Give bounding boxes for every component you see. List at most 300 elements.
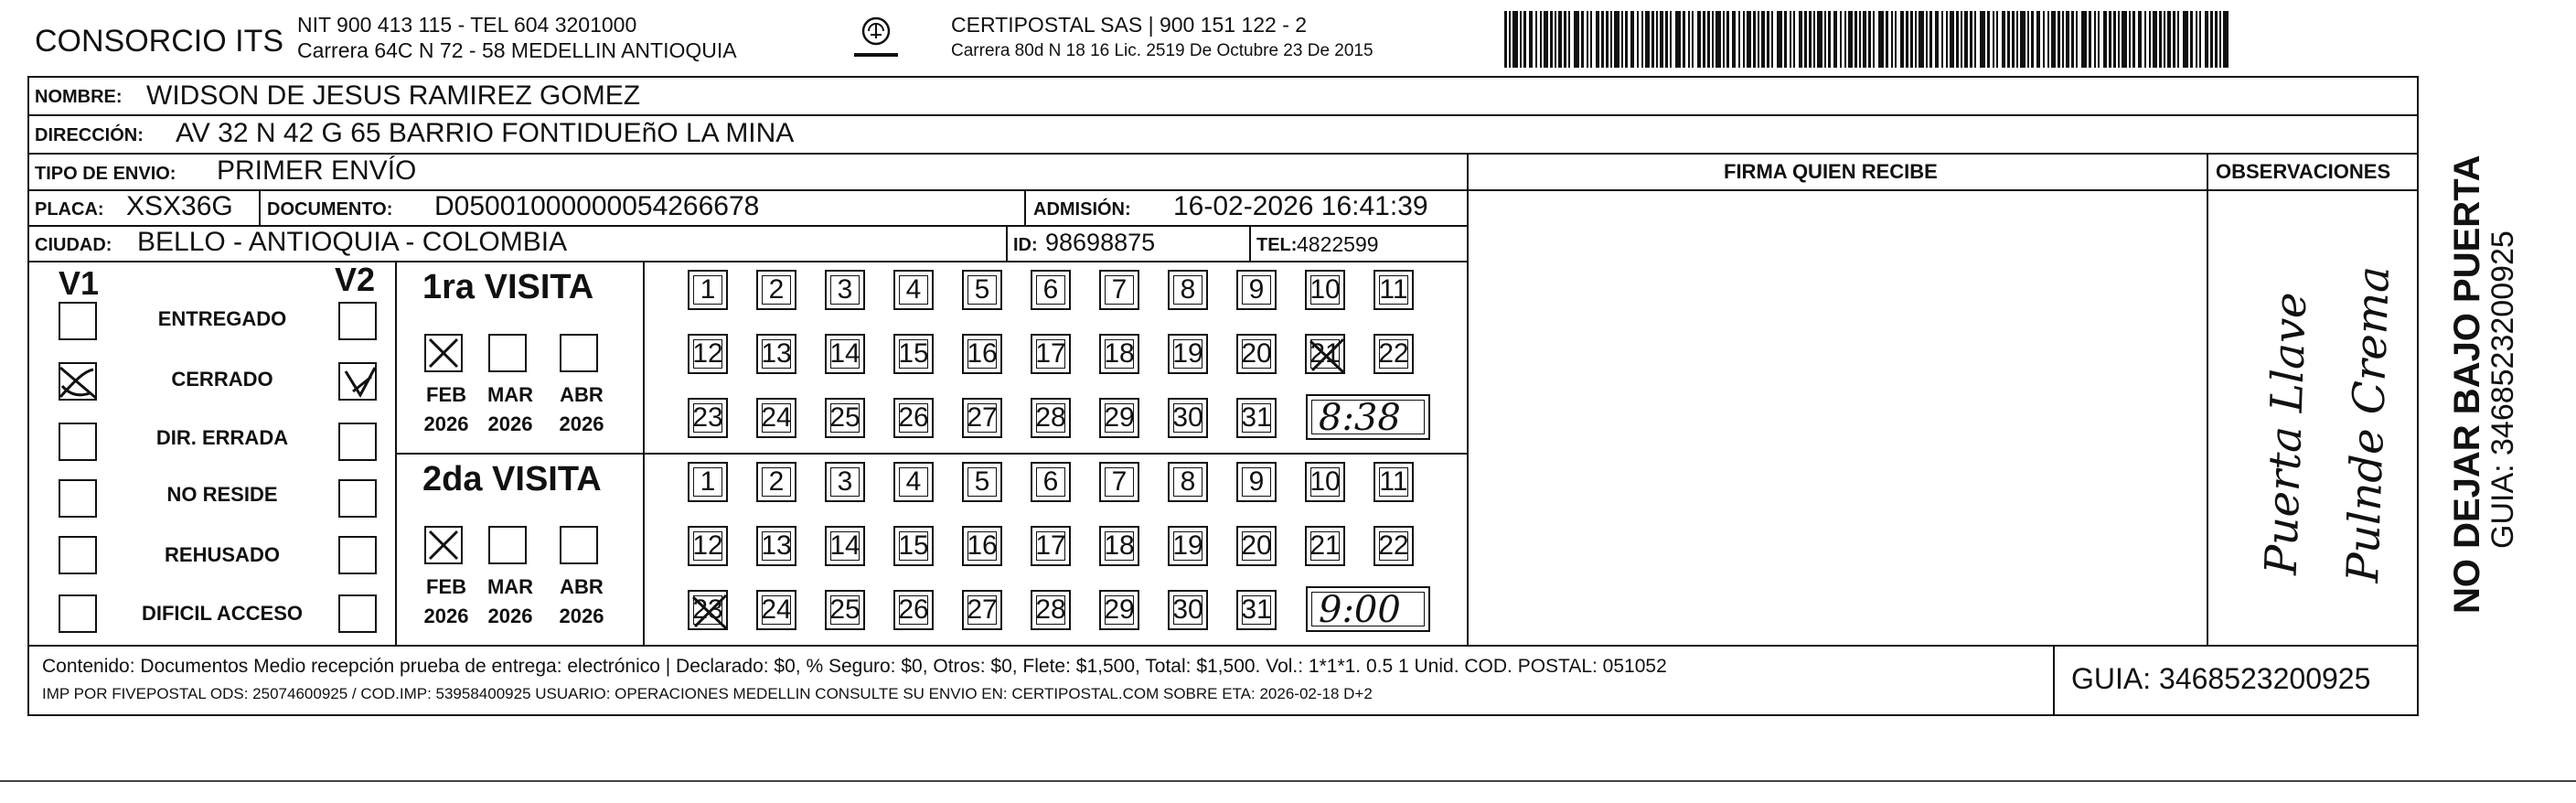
barcode-bar bbox=[2149, 11, 2151, 68]
visit-day-box[interactable] bbox=[825, 526, 865, 566]
status-v1-checkbox[interactable] bbox=[59, 362, 97, 401]
nit-line: NIT 900 413 115 - TEL 604 3201000 bbox=[297, 13, 637, 37]
visit-day-box[interactable] bbox=[1168, 526, 1208, 566]
visit-day-box[interactable] bbox=[962, 462, 1002, 502]
barcode-bar bbox=[1675, 11, 1681, 68]
barcode-bar bbox=[1886, 11, 1888, 68]
status-label: DIR. ERRADA bbox=[155, 426, 289, 449]
tipo-value: PRIMER ENVÍO bbox=[217, 155, 417, 186]
barcode-bar bbox=[2081, 11, 2087, 68]
visit-day-box[interactable] bbox=[825, 270, 865, 310]
barcode-bar bbox=[1777, 11, 1782, 68]
visit-day-box[interactable] bbox=[756, 270, 796, 310]
barcode-bar bbox=[2173, 11, 2175, 68]
status-v1-checkbox[interactable] bbox=[59, 479, 97, 518]
status-label: REHUSADO bbox=[165, 543, 280, 566]
visit-day-box[interactable] bbox=[1168, 462, 1208, 502]
visit-month-checkbox[interactable] bbox=[424, 334, 463, 372]
visit-day-box[interactable] bbox=[1305, 462, 1345, 502]
barcode-bar bbox=[1660, 11, 1663, 68]
barcode-bar bbox=[1926, 11, 1928, 68]
visit-year-label: 2026 bbox=[559, 412, 604, 435]
day-mark bbox=[689, 592, 730, 632]
visit-day-label: 5 bbox=[974, 274, 990, 305]
barcode-bar bbox=[2138, 11, 2142, 68]
visit-day-box[interactable] bbox=[1374, 526, 1414, 566]
visit-day-label: 29 bbox=[1104, 402, 1135, 433]
barcode-bar bbox=[1716, 11, 1721, 68]
barcode-bar bbox=[1587, 11, 1588, 68]
barcode-bar bbox=[1946, 11, 1948, 68]
visit-day-label: 9 bbox=[1248, 274, 1265, 305]
visit-month-checkbox[interactable] bbox=[560, 334, 598, 372]
barcode-bar bbox=[1697, 11, 1701, 68]
status-v2-checkbox[interactable] bbox=[338, 479, 377, 518]
visit-day-box[interactable] bbox=[1099, 462, 1139, 502]
tel-label: TEL: bbox=[1256, 235, 1298, 255]
visit-day-label: 30 bbox=[1172, 402, 1203, 433]
visit-day-label: 1 bbox=[700, 274, 716, 305]
visit-day-label: 26 bbox=[898, 402, 929, 433]
tel-value: 4822599 bbox=[1297, 232, 1379, 256]
barcode-bar bbox=[1606, 11, 1609, 68]
visit-day-box[interactable] bbox=[825, 334, 865, 374]
visit-day-box[interactable] bbox=[1031, 398, 1071, 438]
status-v2-checkbox[interactable] bbox=[338, 362, 377, 401]
visit-day-box[interactable] bbox=[1236, 398, 1277, 438]
barcode-bar bbox=[1703, 11, 1705, 68]
visit-month-label: FEB bbox=[426, 383, 466, 406]
barcode-bar bbox=[1645, 11, 1650, 68]
barcode-bar bbox=[1868, 11, 1871, 68]
barcode-bar bbox=[2205, 11, 2208, 68]
visit-day-box[interactable] bbox=[688, 590, 728, 630]
visit-day-label: 20 bbox=[1241, 338, 1272, 369]
day-mark bbox=[1307, 336, 1347, 376]
barcode-bar bbox=[2058, 11, 2060, 68]
barcode-bar bbox=[1833, 11, 1837, 68]
visit-month-checkbox[interactable] bbox=[424, 526, 463, 564]
barcode-bar bbox=[1878, 11, 1884, 68]
visit-year-label: 2026 bbox=[487, 412, 533, 435]
visit-day-box[interactable] bbox=[1236, 590, 1277, 630]
visit-day-label: 23 bbox=[692, 594, 723, 625]
barcode-bar bbox=[1621, 11, 1623, 68]
status-v1-checkbox[interactable] bbox=[59, 423, 97, 461]
visit-day-label: 29 bbox=[1104, 594, 1135, 625]
side-guia: GUIA: 3468523200925 bbox=[2485, 230, 2520, 549]
barcode-bar bbox=[2159, 11, 2162, 68]
visit-day-box[interactable] bbox=[1305, 334, 1345, 374]
visit-day-box[interactable] bbox=[1168, 398, 1208, 438]
visit-day-box[interactable] bbox=[688, 334, 728, 374]
barcode-bar bbox=[2215, 11, 2218, 68]
status-v2-checkbox[interactable] bbox=[338, 302, 377, 340]
barcode-bar bbox=[1840, 11, 1842, 68]
visit-day-label: 19 bbox=[1172, 530, 1203, 561]
status-v2-checkbox[interactable] bbox=[338, 594, 377, 633]
visit-day-label: 22 bbox=[1378, 530, 1409, 561]
barcode-bar bbox=[2223, 11, 2229, 68]
barcode-bar bbox=[1784, 11, 1787, 68]
barcode-bar bbox=[1996, 11, 1998, 68]
carrier-name: CERTIPOSTAL SAS | 900 151 122 - 2 bbox=[951, 13, 1308, 37]
barcode-bar bbox=[1848, 11, 1853, 68]
barcode-bar bbox=[1630, 11, 1634, 68]
nombre-value: WIDSON DE JESUS RAMIREZ GOMEZ bbox=[146, 80, 641, 111]
barcode-bar bbox=[1993, 11, 1994, 68]
visit-day-label: 21 bbox=[1309, 338, 1341, 369]
visit-day-label: 17 bbox=[1035, 530, 1066, 561]
visit-day-label: 28 bbox=[1035, 402, 1066, 433]
barcode-bar bbox=[1590, 11, 1592, 68]
barcode-bar bbox=[1956, 11, 1959, 68]
barcode-bar bbox=[2122, 11, 2127, 68]
visit-day-label: 22 bbox=[1378, 338, 1409, 369]
barcode-bar bbox=[1540, 11, 1542, 68]
barcode-bar bbox=[1935, 11, 1939, 68]
visit-day-label: 21 bbox=[1309, 530, 1341, 561]
footer-guia: GUIA: 3468523200925 bbox=[2071, 662, 2371, 695]
visit-day-label: 2 bbox=[768, 274, 785, 305]
visit-day-box[interactable] bbox=[1099, 590, 1139, 630]
barcode-bar bbox=[2007, 11, 2010, 68]
barcode-bar bbox=[2062, 11, 2064, 68]
visit-day-label: 31 bbox=[1241, 402, 1272, 433]
barcode-bar bbox=[1726, 11, 1729, 68]
visit-day-box[interactable] bbox=[962, 398, 1002, 438]
visit-day-box[interactable] bbox=[1374, 462, 1414, 502]
barcode-bar bbox=[2016, 11, 2018, 68]
visit-day-box[interactable] bbox=[1374, 334, 1414, 374]
visit-time: 9:00 bbox=[1319, 589, 1401, 631]
barcode-bar bbox=[1581, 11, 1584, 68]
visit-day-box[interactable] bbox=[825, 398, 865, 438]
visit-day-box[interactable] bbox=[893, 270, 934, 310]
barcode-bar bbox=[1950, 11, 1954, 68]
visit-day-label: 27 bbox=[967, 594, 998, 625]
status-v1-checkbox[interactable] bbox=[59, 536, 97, 574]
visit-day-box[interactable] bbox=[1305, 270, 1345, 310]
visit-day-label: 20 bbox=[1241, 530, 1272, 561]
visit-day-label: 15 bbox=[898, 338, 929, 369]
visit-day-box[interactable] bbox=[756, 462, 796, 502]
barcode-bar bbox=[1747, 11, 1751, 68]
visit-day-label: 5 bbox=[974, 466, 990, 497]
barcode-bar bbox=[1828, 11, 1831, 68]
visit-month-label: MAR bbox=[486, 575, 534, 598]
barcode-bar bbox=[2144, 11, 2146, 68]
visit-day-box[interactable] bbox=[1031, 526, 1071, 566]
visit-day-box[interactable] bbox=[1099, 398, 1139, 438]
barcode-bar bbox=[1637, 11, 1639, 68]
placa-value: XSX36G bbox=[126, 191, 233, 221]
visit-day-box[interactable] bbox=[1031, 462, 1071, 502]
barcode-bar bbox=[1707, 11, 1710, 68]
visit-day-box[interactable] bbox=[825, 462, 865, 502]
visit-title: 2da VISITA bbox=[422, 460, 602, 498]
barcode-bar bbox=[1535, 11, 1537, 68]
barcode-bar bbox=[1793, 11, 1795, 68]
visit-month-checkbox[interactable] bbox=[488, 334, 527, 372]
barcode-bar bbox=[1964, 11, 1968, 68]
visit-day-box[interactable] bbox=[688, 462, 728, 502]
visit-day-label: 9 bbox=[1248, 466, 1265, 497]
visit-day-box[interactable] bbox=[893, 334, 934, 374]
visit-day-box[interactable] bbox=[1374, 270, 1414, 310]
barcode-bar bbox=[1895, 11, 1897, 68]
visit-title: 1ra VISITA bbox=[422, 268, 594, 306]
visit-year-label: 2026 bbox=[423, 412, 469, 435]
visit-day-label: 24 bbox=[761, 594, 792, 625]
barcode-bar bbox=[1824, 11, 1826, 68]
barcode-bar bbox=[1753, 11, 1756, 68]
barcode-bar bbox=[1683, 11, 1685, 68]
visit-day-box[interactable] bbox=[893, 462, 934, 502]
barcode-bar bbox=[1656, 11, 1658, 68]
visit-day-box[interactable] bbox=[1031, 334, 1071, 374]
barcode-bar bbox=[1665, 11, 1668, 68]
barcode-bar bbox=[1520, 11, 1522, 68]
visit-time-box[interactable] bbox=[1306, 586, 1430, 632]
visit-day-label: 18 bbox=[1104, 338, 1135, 369]
visit-day-label: 10 bbox=[1309, 466, 1341, 497]
visit-day-label: 13 bbox=[761, 530, 792, 561]
visit-day-label: 16 bbox=[967, 338, 998, 369]
barcode-bar bbox=[2183, 11, 2188, 68]
documento-label: DOCUMENTO: bbox=[267, 199, 393, 219]
visit-day-box[interactable] bbox=[756, 590, 796, 630]
nombre-label: NOMBRE: bbox=[35, 87, 123, 107]
barcode-bar bbox=[1601, 11, 1604, 68]
visit-time: 8:38 bbox=[1319, 397, 1401, 439]
visit-day-box[interactable] bbox=[1168, 270, 1208, 310]
visit-year-label: 2026 bbox=[559, 605, 604, 627]
visit-day-label: 14 bbox=[829, 338, 860, 369]
visit-day-box[interactable] bbox=[756, 526, 796, 566]
visit-day-label: 11 bbox=[1379, 274, 1408, 305]
barcode-bar bbox=[1859, 11, 1861, 68]
barcode-bar bbox=[2153, 11, 2157, 68]
barcode-bar bbox=[2036, 11, 2040, 68]
barcode-bar bbox=[2164, 11, 2165, 68]
visit-day-label: 28 bbox=[1035, 594, 1066, 625]
visit-day-box[interactable] bbox=[962, 526, 1002, 566]
barcode-bar bbox=[2210, 11, 2213, 68]
barcode-bar bbox=[2190, 11, 2193, 68]
visit-day-box[interactable] bbox=[1099, 334, 1139, 374]
firma-header: FIRMA QUIEN RECIBE bbox=[1724, 160, 1938, 183]
barcode-bar bbox=[1544, 11, 1548, 68]
visit-day-box[interactable] bbox=[962, 590, 1002, 630]
barcode-bar bbox=[2103, 11, 2107, 68]
visit-day-box[interactable] bbox=[688, 270, 728, 310]
barcode-bar bbox=[1558, 11, 1562, 68]
barcode-bar bbox=[1743, 11, 1745, 68]
barcode-bar bbox=[1761, 11, 1765, 68]
barcode-bar bbox=[2199, 11, 2201, 68]
visit-day-box[interactable] bbox=[1031, 270, 1071, 310]
barcode-bar bbox=[1855, 11, 1857, 68]
barcode-bar bbox=[1564, 11, 1566, 68]
barcode-bar bbox=[1915, 11, 1917, 68]
visit-day-box[interactable] bbox=[1236, 462, 1277, 502]
visit-day-label: 11 bbox=[1379, 466, 1408, 497]
barcode-bar bbox=[1906, 11, 1908, 68]
visit-day-box[interactable] bbox=[893, 526, 934, 566]
barcode-bar bbox=[1758, 11, 1759, 68]
visit-day-box[interactable] bbox=[756, 398, 796, 438]
barcode-bar bbox=[1900, 11, 1904, 68]
observacion-line-2: Pulnde Crema bbox=[2336, 265, 2400, 584]
barcode-bar bbox=[2089, 11, 2091, 68]
barcode-bar bbox=[2132, 11, 2135, 68]
barcode-bar bbox=[1919, 11, 1924, 68]
visit-day-label: 12 bbox=[692, 530, 723, 561]
status-label: CERRADO bbox=[171, 368, 273, 391]
barcode-bar bbox=[1771, 11, 1773, 68]
visit-day-box[interactable] bbox=[1099, 270, 1139, 310]
visit-day-box[interactable] bbox=[1031, 590, 1071, 630]
visit-day-box[interactable] bbox=[1236, 270, 1277, 310]
barcode-bar bbox=[2043, 11, 2045, 68]
visit-month-checkbox[interactable] bbox=[560, 526, 598, 564]
visit-day-box[interactable] bbox=[893, 398, 934, 438]
direccion-value: AV 32 N 42 G 65 BARRIO FONTIDUEñO LA MINA bbox=[176, 118, 795, 148]
barcode-bar bbox=[1974, 11, 1976, 68]
visit-day-label: 30 bbox=[1172, 594, 1203, 625]
visit-day-label: 14 bbox=[829, 530, 860, 561]
visit-day-box[interactable] bbox=[893, 590, 934, 630]
admision-label: ADMISIÓN: bbox=[1033, 199, 1131, 219]
barcode-bar bbox=[2027, 11, 2029, 68]
visit-day-box[interactable] bbox=[1236, 526, 1277, 566]
barcode-bar bbox=[1688, 11, 1690, 68]
id-label: ID: bbox=[1013, 235, 1038, 255]
visit-day-label: 10 bbox=[1309, 274, 1341, 305]
visit-day-box[interactable] bbox=[1305, 526, 1345, 566]
barcode-bar bbox=[2071, 11, 2074, 68]
visit-day-label: 3 bbox=[837, 466, 853, 497]
barcode-bar bbox=[1625, 11, 1628, 68]
barcode-bar bbox=[1873, 11, 1875, 68]
placa-label: PLACA: bbox=[35, 199, 104, 219]
visit-day-box[interactable] bbox=[825, 590, 865, 630]
barcode-bar bbox=[1891, 11, 1893, 68]
barcode-bar bbox=[2094, 11, 2096, 68]
barcode-bar bbox=[2098, 11, 2100, 68]
barcode-bar bbox=[1555, 11, 1556, 68]
visit-day-box[interactable] bbox=[962, 334, 1002, 374]
barcode-bar bbox=[1844, 11, 1846, 68]
barcode-bar bbox=[1550, 11, 1553, 68]
v2-header: V2 bbox=[335, 261, 376, 298]
barcode-bar bbox=[1568, 11, 1570, 68]
barcode-bar bbox=[2066, 11, 2069, 68]
visit-day-box[interactable] bbox=[688, 526, 728, 566]
v1-header: V1 bbox=[59, 264, 100, 302]
visit-day-label: 6 bbox=[1042, 274, 1059, 305]
barcode-bar bbox=[1670, 11, 1672, 68]
visit-day-label: 24 bbox=[761, 402, 792, 433]
status-v1-checkbox[interactable] bbox=[59, 302, 97, 340]
barcode-bar bbox=[2219, 11, 2221, 68]
id-value: 98698875 bbox=[1045, 229, 1156, 256]
visit-month-checkbox[interactable] bbox=[488, 526, 527, 564]
barcode bbox=[1504, 11, 2231, 68]
barcode-bar bbox=[1738, 11, 1740, 68]
visit-day-label: 2 bbox=[768, 466, 785, 497]
visit-day-label: 31 bbox=[1241, 594, 1272, 625]
status-label: ENTREGADO bbox=[157, 307, 287, 330]
barcode-bar bbox=[1504, 11, 1507, 68]
barcode-bar bbox=[1512, 11, 1518, 68]
visit-day-box[interactable] bbox=[1099, 526, 1139, 566]
barcode-bar bbox=[1804, 11, 1807, 68]
visit-year-label: 2026 bbox=[423, 605, 469, 627]
visit-day-label: 26 bbox=[898, 594, 929, 625]
visit-day-box[interactable] bbox=[756, 334, 796, 374]
barcode-bar bbox=[1790, 11, 1791, 68]
barcode-bar bbox=[1813, 11, 1815, 68]
visit-day-label: 23 bbox=[692, 402, 723, 433]
barcode-bar bbox=[1641, 11, 1643, 68]
barcode-bar bbox=[2076, 11, 2078, 68]
status-v2-checkbox[interactable] bbox=[338, 536, 377, 574]
barcode-bar bbox=[2177, 11, 2179, 68]
visit-day-label: 12 bbox=[692, 338, 723, 369]
barcode-bar bbox=[1651, 11, 1654, 68]
barcode-bar bbox=[1910, 11, 1913, 68]
visit-year-label: 2026 bbox=[487, 605, 533, 627]
visit-day-label: 15 bbox=[898, 530, 929, 561]
barcode-bar bbox=[1529, 11, 1533, 68]
documento-value: D05001000000054266678 bbox=[434, 191, 760, 221]
visit-day-box[interactable] bbox=[688, 398, 728, 438]
visit-month-label: ABR bbox=[560, 383, 604, 406]
direccion-label: DIRECCIÓN: bbox=[35, 125, 144, 145]
visit-day-label: 3 bbox=[837, 274, 853, 305]
barcode-bar bbox=[1596, 11, 1599, 68]
barcode-bar bbox=[2012, 11, 2015, 68]
visit-day-box[interactable] bbox=[1236, 334, 1277, 374]
visit-day-box[interactable] bbox=[962, 270, 1002, 310]
visit-day-box[interactable] bbox=[1168, 590, 1208, 630]
visit-day-label: 13 bbox=[761, 338, 792, 369]
status-v2-checkbox[interactable] bbox=[338, 423, 377, 461]
footer-imp: IMP POR FIVEPOSTAL ODS: 25074600925 / COD.IMP: 53958400925 USUARIO: OPERACIONES MEDELLIN CONSULTE SU ENVIO EN: CERTIPOSTAL.COM SOBRE ETA: 2026-02-18 D+2 bbox=[42, 685, 1373, 702]
admision-value: 16-02-2026 16:41:39 bbox=[1173, 191, 1428, 221]
barcode-bar bbox=[1610, 11, 1612, 68]
barcode-bar bbox=[1809, 11, 1812, 68]
status-v1-checkbox[interactable] bbox=[59, 594, 97, 633]
cut-line bbox=[0, 780, 2576, 782]
barcode-bar bbox=[1799, 11, 1802, 68]
barcode-bar bbox=[1817, 11, 1822, 68]
visit-day-box[interactable] bbox=[1168, 334, 1208, 374]
barcode-bar bbox=[1614, 11, 1619, 68]
visit-time-box[interactable] bbox=[1306, 394, 1430, 440]
barcode-bar bbox=[1863, 11, 1866, 68]
barcode-bar bbox=[1523, 11, 1526, 68]
status-label: DIFICIL ACCESO bbox=[141, 602, 303, 625]
barcode-bar bbox=[1987, 11, 1990, 68]
ciudad-value: BELLO - ANTIOQUIA - COLOMBIA bbox=[137, 227, 568, 257]
barcode-bar bbox=[2020, 11, 2026, 68]
visit-month-label: MAR bbox=[486, 383, 534, 406]
company-name: CONSORCIO ITS bbox=[35, 24, 284, 59]
barcode-bar bbox=[1961, 11, 1962, 68]
